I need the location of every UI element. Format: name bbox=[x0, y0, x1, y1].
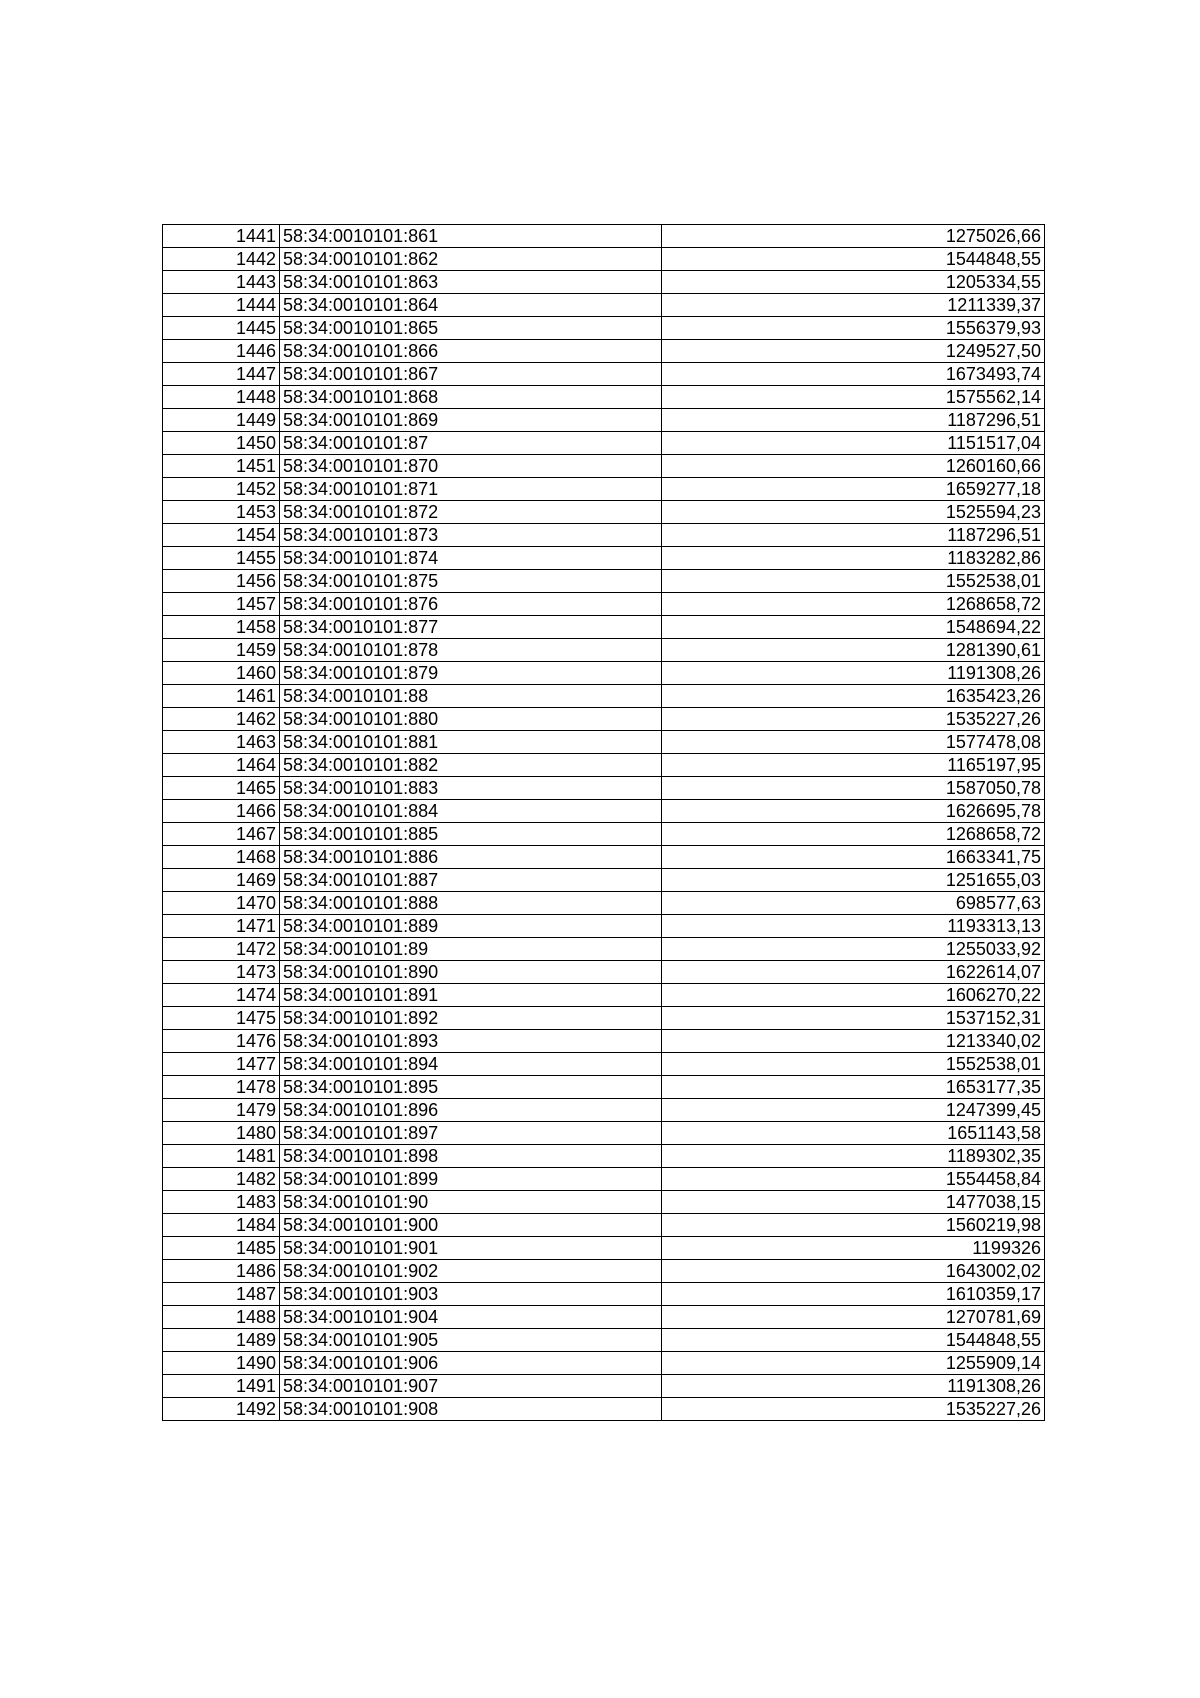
row-number-cell: 1475 bbox=[163, 1007, 280, 1030]
row-number-cell: 1450 bbox=[163, 432, 280, 455]
cadastral-value-cell: 1651143,58 bbox=[662, 1122, 1045, 1145]
cadastral-value-cell: 1535227,26 bbox=[662, 1398, 1045, 1421]
table-row bbox=[163, 570, 1045, 593]
table-row bbox=[163, 271, 1045, 294]
row-number-cell: 1484 bbox=[163, 1214, 280, 1237]
row-number-cell: 1483 bbox=[163, 1191, 280, 1214]
cadastral-value-cell: 1544848,55 bbox=[662, 1329, 1045, 1352]
cadastral-number-cell: 58:34:0010101:906 bbox=[280, 1352, 662, 1375]
cadastral-number-cell: 58:34:0010101:894 bbox=[280, 1053, 662, 1076]
row-number-cell: 1492 bbox=[163, 1398, 280, 1421]
table-row bbox=[163, 662, 1045, 685]
table-row bbox=[163, 248, 1045, 271]
cadastral-value-cell: 1268658,72 bbox=[662, 823, 1045, 846]
cadastral-number-cell: 58:34:0010101:899 bbox=[280, 1168, 662, 1191]
row-number-cell: 1478 bbox=[163, 1076, 280, 1099]
cadastral-number-cell: 58:34:0010101:879 bbox=[280, 662, 662, 685]
cadastral-number-cell: 58:34:0010101:878 bbox=[280, 639, 662, 662]
table-row bbox=[163, 1053, 1045, 1076]
row-number-cell: 1445 bbox=[163, 317, 280, 340]
cadastral-value-cell: 1663341,75 bbox=[662, 846, 1045, 869]
table-row bbox=[163, 915, 1045, 938]
cadastral-number-cell: 58:34:0010101:887 bbox=[280, 869, 662, 892]
row-number-cell: 1481 bbox=[163, 1145, 280, 1168]
row-number-cell: 1487 bbox=[163, 1283, 280, 1306]
cadastral-value-cell: 1193313,13 bbox=[662, 915, 1045, 938]
cadastral-number-cell: 58:34:0010101:901 bbox=[280, 1237, 662, 1260]
cadastral-value-cell: 1525594,23 bbox=[662, 501, 1045, 524]
cadastral-number-cell: 58:34:0010101:885 bbox=[280, 823, 662, 846]
row-number-cell: 1454 bbox=[163, 524, 280, 547]
row-number-cell: 1458 bbox=[163, 616, 280, 639]
row-number-cell: 1448 bbox=[163, 386, 280, 409]
cadastral-number-cell: 58:34:0010101:905 bbox=[280, 1329, 662, 1352]
row-number-cell: 1469 bbox=[163, 869, 280, 892]
table-row bbox=[163, 846, 1045, 869]
row-number-cell: 1470 bbox=[163, 892, 280, 915]
cadastral-value-cell: 1275026,66 bbox=[662, 225, 1045, 248]
row-number-cell: 1472 bbox=[163, 938, 280, 961]
table-row bbox=[163, 501, 1045, 524]
table-row bbox=[163, 225, 1045, 248]
row-number-cell: 1468 bbox=[163, 846, 280, 869]
table-row bbox=[163, 1352, 1045, 1375]
cadastral-number-cell: 58:34:0010101:903 bbox=[280, 1283, 662, 1306]
cadastral-number-cell: 58:34:0010101:884 bbox=[280, 800, 662, 823]
cadastral-value-cell: 1606270,22 bbox=[662, 984, 1045, 1007]
row-number-cell: 1471 bbox=[163, 915, 280, 938]
table-row bbox=[163, 386, 1045, 409]
cadastral-value-cell: 1151517,04 bbox=[662, 432, 1045, 455]
table-row bbox=[163, 547, 1045, 570]
row-number-cell: 1465 bbox=[163, 777, 280, 800]
row-number-cell: 1463 bbox=[163, 731, 280, 754]
cadastral-value-cell: 1249527,50 bbox=[662, 340, 1045, 363]
cadastral-value-cell: 1270781,69 bbox=[662, 1306, 1045, 1329]
table-row bbox=[163, 984, 1045, 1007]
cadastral-number-cell: 58:34:0010101:866 bbox=[280, 340, 662, 363]
table-body bbox=[163, 225, 1045, 1421]
cadastral-number-cell: 58:34:0010101:897 bbox=[280, 1122, 662, 1145]
cadastral-value-cell: 1183282,86 bbox=[662, 547, 1045, 570]
table-row bbox=[163, 593, 1045, 616]
table-row bbox=[163, 685, 1045, 708]
cadastral-value-cell: 1255909,14 bbox=[662, 1352, 1045, 1375]
cadastral-value-cell: 1626695,78 bbox=[662, 800, 1045, 823]
table-row bbox=[163, 1122, 1045, 1145]
row-number-cell: 1461 bbox=[163, 685, 280, 708]
table-row bbox=[163, 478, 1045, 501]
table-row bbox=[163, 731, 1045, 754]
cadastral-value-cell: 1247399,45 bbox=[662, 1099, 1045, 1122]
cadastral-number-cell: 58:34:0010101:889 bbox=[280, 915, 662, 938]
cadastral-number-cell: 58:34:0010101:908 bbox=[280, 1398, 662, 1421]
table-row bbox=[163, 455, 1045, 478]
table-row bbox=[163, 938, 1045, 961]
cadastral-value-cell: 1673493,74 bbox=[662, 363, 1045, 386]
cadastral-number-cell: 58:34:0010101:876 bbox=[280, 593, 662, 616]
row-number-cell: 1485 bbox=[163, 1237, 280, 1260]
cadastral-value-cell: 1556379,93 bbox=[662, 317, 1045, 340]
table-row bbox=[163, 823, 1045, 846]
row-number-cell: 1442 bbox=[163, 248, 280, 271]
row-number-cell: 1473 bbox=[163, 961, 280, 984]
row-number-cell: 1480 bbox=[163, 1122, 280, 1145]
table-row bbox=[163, 708, 1045, 731]
table-row bbox=[163, 639, 1045, 662]
cadastral-value-cell: 1251655,03 bbox=[662, 869, 1045, 892]
row-number-cell: 1467 bbox=[163, 823, 280, 846]
table-row bbox=[163, 1030, 1045, 1053]
cadastral-value-cell: 1653177,35 bbox=[662, 1076, 1045, 1099]
cadastral-value-cell: 1191308,26 bbox=[662, 1375, 1045, 1398]
cadastral-value-cell: 1587050,78 bbox=[662, 777, 1045, 800]
cadastral-number-cell: 58:34:0010101:871 bbox=[280, 478, 662, 501]
row-number-cell: 1477 bbox=[163, 1053, 280, 1076]
cadastral-number-cell: 58:34:0010101:877 bbox=[280, 616, 662, 639]
row-number-cell: 1482 bbox=[163, 1168, 280, 1191]
cadastral-value-cell: 1187296,51 bbox=[662, 524, 1045, 547]
table-row bbox=[163, 1007, 1045, 1030]
cadastral-value-table bbox=[162, 224, 1045, 1421]
table-row bbox=[163, 340, 1045, 363]
row-number-cell: 1479 bbox=[163, 1099, 280, 1122]
cadastral-number-cell: 58:34:0010101:870 bbox=[280, 455, 662, 478]
table-row bbox=[163, 869, 1045, 892]
table-row bbox=[163, 1099, 1045, 1122]
cadastral-value-cell: 1552538,01 bbox=[662, 1053, 1045, 1076]
cadastral-number-cell: 58:34:0010101:898 bbox=[280, 1145, 662, 1168]
cadastral-number-cell: 58:34:0010101:881 bbox=[280, 731, 662, 754]
cadastral-value-cell: 698577,63 bbox=[662, 892, 1045, 915]
cadastral-number-cell: 58:34:0010101:891 bbox=[280, 984, 662, 1007]
cadastral-number-cell: 58:34:0010101:896 bbox=[280, 1099, 662, 1122]
table-row bbox=[163, 1191, 1045, 1214]
table-row bbox=[163, 1145, 1045, 1168]
row-number-cell: 1491 bbox=[163, 1375, 280, 1398]
table-row bbox=[163, 800, 1045, 823]
table-row bbox=[163, 524, 1045, 547]
table-row bbox=[163, 317, 1045, 340]
table-row bbox=[163, 1076, 1045, 1099]
cadastral-value-cell: 1199326 bbox=[662, 1237, 1045, 1260]
cadastral-value-cell: 1255033,92 bbox=[662, 938, 1045, 961]
cadastral-number-cell: 58:34:0010101:872 bbox=[280, 501, 662, 524]
table-row bbox=[163, 1306, 1045, 1329]
cadastral-number-cell: 58:34:0010101:882 bbox=[280, 754, 662, 777]
cadastral-value-cell: 1165197,95 bbox=[662, 754, 1045, 777]
cadastral-number-cell: 58:34:0010101:862 bbox=[280, 248, 662, 271]
table-row bbox=[163, 777, 1045, 800]
cadastral-value-cell: 1544848,55 bbox=[662, 248, 1045, 271]
table-row bbox=[163, 616, 1045, 639]
cadastral-value-cell: 1477038,15 bbox=[662, 1191, 1045, 1214]
row-number-cell: 1460 bbox=[163, 662, 280, 685]
cadastral-value-cell: 1537152,31 bbox=[662, 1007, 1045, 1030]
table-row bbox=[163, 892, 1045, 915]
cadastral-value-cell: 1268658,72 bbox=[662, 593, 1045, 616]
row-number-cell: 1444 bbox=[163, 294, 280, 317]
cadastral-value-cell: 1622614,07 bbox=[662, 961, 1045, 984]
cadastral-value-cell: 1659277,18 bbox=[662, 478, 1045, 501]
row-number-cell: 1466 bbox=[163, 800, 280, 823]
cadastral-number-cell: 58:34:0010101:861 bbox=[280, 225, 662, 248]
cadastral-value-cell: 1548694,22 bbox=[662, 616, 1045, 639]
row-number-cell: 1456 bbox=[163, 570, 280, 593]
table-row bbox=[163, 1214, 1045, 1237]
cadastral-number-cell: 58:34:0010101:890 bbox=[280, 961, 662, 984]
table-row bbox=[163, 1168, 1045, 1191]
row-number-cell: 1459 bbox=[163, 639, 280, 662]
table-row bbox=[163, 1398, 1045, 1421]
cadastral-value-cell: 1260160,66 bbox=[662, 455, 1045, 478]
table-row bbox=[163, 961, 1045, 984]
cadastral-number-cell: 58:34:0010101:893 bbox=[280, 1030, 662, 1053]
table-row bbox=[163, 1260, 1045, 1283]
cadastral-number-cell: 58:34:0010101:867 bbox=[280, 363, 662, 386]
cadastral-number-cell: 58:34:0010101:902 bbox=[280, 1260, 662, 1283]
cadastral-number-cell: 58:34:0010101:904 bbox=[280, 1306, 662, 1329]
cadastral-value-cell: 1643002,02 bbox=[662, 1260, 1045, 1283]
table-row bbox=[163, 363, 1045, 386]
row-number-cell: 1447 bbox=[163, 363, 280, 386]
row-number-cell: 1455 bbox=[163, 547, 280, 570]
cadastral-number-cell: 58:34:0010101:892 bbox=[280, 1007, 662, 1030]
cadastral-number-cell: 58:34:0010101:868 bbox=[280, 386, 662, 409]
row-number-cell: 1449 bbox=[163, 409, 280, 432]
row-number-cell: 1488 bbox=[163, 1306, 280, 1329]
cadastral-number-cell: 58:34:0010101:869 bbox=[280, 409, 662, 432]
row-number-cell: 1464 bbox=[163, 754, 280, 777]
table-row bbox=[163, 1375, 1045, 1398]
row-number-cell: 1490 bbox=[163, 1352, 280, 1375]
row-number-cell: 1443 bbox=[163, 271, 280, 294]
cadastral-value-cell: 1560219,98 bbox=[662, 1214, 1045, 1237]
cadastral-number-cell: 58:34:0010101:886 bbox=[280, 846, 662, 869]
cadastral-value-cell: 1211339,37 bbox=[662, 294, 1045, 317]
cadastral-number-cell: 58:34:0010101:90 bbox=[280, 1191, 662, 1214]
cadastral-number-cell: 58:34:0010101:874 bbox=[280, 547, 662, 570]
cadastral-number-cell: 58:34:0010101:87 bbox=[280, 432, 662, 455]
table-row bbox=[163, 432, 1045, 455]
cadastral-number-cell: 58:34:0010101:900 bbox=[280, 1214, 662, 1237]
cadastral-value-cell: 1535227,26 bbox=[662, 708, 1045, 731]
row-number-cell: 1452 bbox=[163, 478, 280, 501]
table-row bbox=[163, 1237, 1045, 1260]
row-number-cell: 1476 bbox=[163, 1030, 280, 1053]
cadastral-number-cell: 58:34:0010101:864 bbox=[280, 294, 662, 317]
table-row bbox=[163, 1283, 1045, 1306]
cadastral-value-cell: 1575562,14 bbox=[662, 386, 1045, 409]
cadastral-value-cell: 1189302,35 bbox=[662, 1145, 1045, 1168]
row-number-cell: 1446 bbox=[163, 340, 280, 363]
row-number-cell: 1486 bbox=[163, 1260, 280, 1283]
row-number-cell: 1451 bbox=[163, 455, 280, 478]
table-row bbox=[163, 294, 1045, 317]
cadastral-value-cell: 1281390,61 bbox=[662, 639, 1045, 662]
cadastral-number-cell: 58:34:0010101:880 bbox=[280, 708, 662, 731]
cadastral-number-cell: 58:34:0010101:863 bbox=[280, 271, 662, 294]
row-number-cell: 1462 bbox=[163, 708, 280, 731]
row-number-cell: 1457 bbox=[163, 593, 280, 616]
table-row bbox=[163, 1329, 1045, 1352]
cadastral-number-cell: 58:34:0010101:865 bbox=[280, 317, 662, 340]
row-number-cell: 1474 bbox=[163, 984, 280, 1007]
cadastral-number-cell: 58:34:0010101:888 bbox=[280, 892, 662, 915]
cadastral-number-cell: 58:34:0010101:895 bbox=[280, 1076, 662, 1099]
cadastral-number-cell: 58:34:0010101:883 bbox=[280, 777, 662, 800]
row-number-cell: 1489 bbox=[163, 1329, 280, 1352]
cadastral-value-cell: 1205334,55 bbox=[662, 271, 1045, 294]
table-row bbox=[163, 754, 1045, 777]
cadastral-value-cell: 1187296,51 bbox=[662, 409, 1045, 432]
row-number-cell: 1441 bbox=[163, 225, 280, 248]
cadastral-value-cell: 1635423,26 bbox=[662, 685, 1045, 708]
cadastral-value-cell: 1610359,17 bbox=[662, 1283, 1045, 1306]
cadastral-value-cell: 1552538,01 bbox=[662, 570, 1045, 593]
cadastral-value-cell: 1577478,08 bbox=[662, 731, 1045, 754]
cadastral-number-cell: 58:34:0010101:907 bbox=[280, 1375, 662, 1398]
cadastral-value-cell: 1554458,84 bbox=[662, 1168, 1045, 1191]
cadastral-value-cell: 1213340,02 bbox=[662, 1030, 1045, 1053]
cadastral-number-cell: 58:34:0010101:88 bbox=[280, 685, 662, 708]
cadastral-number-cell: 58:34:0010101:873 bbox=[280, 524, 662, 547]
cadastral-value-cell: 1191308,26 bbox=[662, 662, 1045, 685]
row-number-cell: 1453 bbox=[163, 501, 280, 524]
cadastral-number-cell: 58:34:0010101:89 bbox=[280, 938, 662, 961]
table-row bbox=[163, 409, 1045, 432]
cadastral-number-cell: 58:34:0010101:875 bbox=[280, 570, 662, 593]
